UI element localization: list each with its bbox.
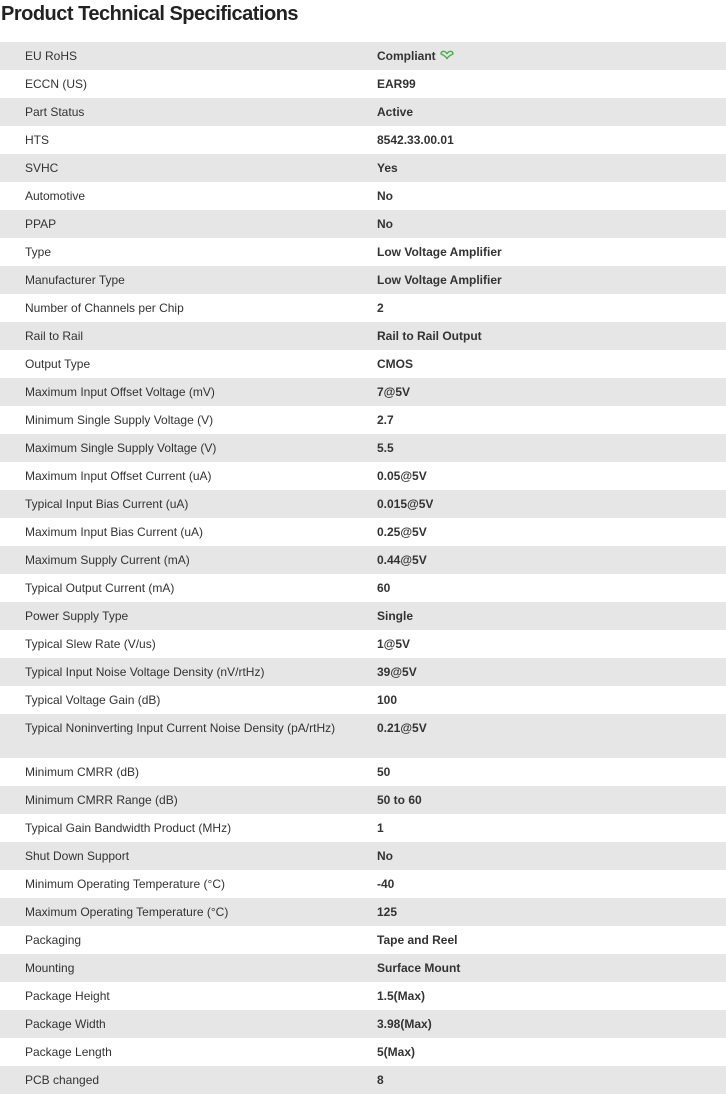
spec-value — [353, 786, 726, 814]
spec-row — [0, 266, 726, 294]
spec-row — [0, 898, 726, 926]
spec-value-text: 8542.33.00.01 — [377, 133, 454, 148]
spec-label: ECCN (US) — [0, 70, 353, 98]
spec-row — [0, 42, 726, 70]
spec-value — [353, 870, 726, 898]
spec-value — [353, 630, 726, 658]
spec-value — [353, 714, 726, 758]
spec-row — [0, 1010, 726, 1038]
spec-label: Minimum CMRR Range (dB) — [0, 786, 353, 814]
spec-value — [353, 378, 726, 406]
spec-row — [0, 814, 726, 842]
spec-value — [353, 322, 726, 350]
spec-value-text: 2.7 — [377, 413, 394, 428]
spec-row — [0, 982, 726, 1010]
spec-value — [353, 954, 726, 982]
spec-row — [0, 154, 726, 182]
spec-value — [353, 70, 726, 98]
spec-label: Typical Gain Bandwidth Product (MHz) — [0, 814, 353, 842]
spec-label: Package Width — [0, 1010, 353, 1038]
spec-value-text: No — [377, 189, 393, 204]
spec-value-text: 5(Max) — [377, 1045, 416, 1060]
leaf-icon — [440, 48, 454, 63]
spec-row — [0, 70, 726, 98]
spec-value — [353, 658, 726, 686]
spec-value — [353, 1010, 726, 1038]
spec-label: PPAP — [0, 210, 353, 238]
spec-label: SVHC — [0, 154, 353, 182]
spec-value-text: Yes — [377, 161, 398, 176]
page-title: Product Technical Specifications — [1, 3, 299, 25]
spec-value-text: 3.98(Max) — [377, 1017, 432, 1032]
spec-label: PCB changed — [0, 1066, 353, 1094]
spec-label: Maximum Input Offset Current (uA) — [0, 462, 353, 490]
spec-value-text: 5.5 — [377, 441, 394, 456]
spec-value-text: 0.015@5V — [377, 497, 434, 512]
spec-row — [0, 434, 726, 462]
spec-value-text: -40 — [377, 877, 395, 892]
spec-value-text: 125 — [377, 905, 398, 920]
spec-row — [0, 490, 726, 518]
spec-label: Shut Down Support — [0, 842, 353, 870]
spec-value-text: 0.05@5V — [377, 469, 427, 484]
spec-row — [0, 126, 726, 154]
spec-label: Typical Voltage Gain (dB) — [0, 686, 353, 714]
spec-row — [0, 926, 726, 954]
spec-value-text: 0.25@5V — [377, 525, 427, 540]
spec-row — [0, 406, 726, 434]
spec-label: Package Length — [0, 1038, 353, 1066]
spec-value-text: 8 — [377, 1073, 384, 1088]
spec-value-text: 1@5V — [377, 637, 411, 652]
spec-label: Packaging — [0, 926, 353, 954]
spec-row — [0, 786, 726, 814]
spec-value-text: 50 to 60 — [377, 793, 422, 808]
spec-value — [353, 154, 726, 182]
spec-label: Package Height — [0, 982, 353, 1010]
spec-table-body — [0, 42, 726, 1094]
spec-value — [353, 350, 726, 378]
spec-label: Typical Noninverting Input Current Noise Density (pA/rtHz) — [0, 714, 353, 758]
spec-row — [0, 378, 726, 406]
spec-label: Output Type — [0, 350, 353, 378]
spec-label: Power Supply Type — [0, 602, 353, 630]
spec-row — [0, 1038, 726, 1066]
spec-value-text: 100 — [377, 693, 398, 708]
spec-row — [0, 462, 726, 490]
spec-label: Maximum Input Bias Current (uA) — [0, 518, 353, 546]
spec-label: Part Status — [0, 98, 353, 126]
spec-value-text: Compliant — [377, 49, 436, 63]
spec-value-text: 1 — [377, 821, 384, 836]
spec-value-text: 1.5(Max) — [377, 989, 426, 1004]
spec-label: EU RoHS — [0, 42, 353, 70]
spec-value-text: 7@5V — [377, 385, 411, 400]
spec-value — [353, 926, 726, 954]
spec-value — [353, 462, 726, 490]
spec-value — [353, 126, 726, 154]
spec-value — [353, 546, 726, 574]
spec-row — [0, 238, 726, 266]
spec-label: HTS — [0, 126, 353, 154]
spec-row — [0, 98, 726, 126]
spec-value-text: 39@5V — [377, 665, 417, 680]
spec-label: Number of Channels per Chip — [0, 294, 353, 322]
spec-value-text: 60 — [377, 581, 391, 596]
spec-value — [353, 518, 726, 546]
spec-row — [0, 350, 726, 378]
spec-value-text: Low Voltage Amplifier — [377, 273, 502, 288]
spec-value — [353, 238, 726, 266]
spec-value-text: EAR99 — [377, 77, 416, 92]
spec-value — [353, 294, 726, 322]
spec-label: Type — [0, 238, 353, 266]
spec-row — [0, 322, 726, 350]
spec-value — [353, 842, 726, 870]
spec-value-text: Surface Mount — [377, 961, 461, 976]
spec-row — [0, 658, 726, 686]
spec-value — [353, 1066, 726, 1094]
spec-table — [0, 42, 726, 1094]
spec-label: Minimum Operating Temperature (°C) — [0, 870, 353, 898]
spec-value — [353, 814, 726, 842]
spec-row — [0, 630, 726, 658]
spec-label: Mounting — [0, 954, 353, 982]
spec-row — [0, 954, 726, 982]
spec-row — [0, 842, 726, 870]
spec-value — [353, 210, 726, 238]
spec-value — [353, 1038, 726, 1066]
spec-value-text: Single — [377, 609, 414, 624]
spec-value — [353, 42, 726, 70]
spec-label: Automotive — [0, 182, 353, 210]
spec-label: Minimum Single Supply Voltage (V) — [0, 406, 353, 434]
spec-row — [0, 758, 726, 786]
spec-value — [353, 434, 726, 462]
spec-label: Minimum CMRR (dB) — [0, 758, 353, 786]
spec-value — [353, 406, 726, 434]
spec-row — [0, 518, 726, 546]
spec-label: Typical Slew Rate (V/us) — [0, 630, 353, 658]
spec-row — [0, 294, 726, 322]
spec-row — [0, 714, 726, 758]
spec-value — [353, 602, 726, 630]
spec-row — [0, 1066, 726, 1094]
spec-value — [353, 490, 726, 518]
spec-value — [353, 266, 726, 294]
spec-value — [353, 898, 726, 926]
spec-label: Typical Input Noise Voltage Density (nV/rtHz) — [0, 658, 353, 686]
spec-label: Manufacturer Type — [0, 266, 353, 294]
spec-value-text: 0.44@5V — [377, 553, 427, 568]
spec-value-text: Active — [377, 105, 414, 120]
spec-value — [353, 574, 726, 602]
spec-row — [0, 210, 726, 238]
spec-row — [0, 574, 726, 602]
spec-value-text: 0.21@5V — [377, 721, 427, 736]
spec-value-text: No — [377, 217, 393, 232]
spec-value-text: No — [377, 849, 393, 864]
spec-label: Typical Input Bias Current (uA) — [0, 490, 353, 518]
spec-row — [0, 546, 726, 574]
spec-value — [353, 982, 726, 1010]
spec-row — [0, 686, 726, 714]
spec-value-text: Rail to Rail Output — [377, 329, 482, 344]
spec-value — [353, 98, 726, 126]
spec-label: Maximum Single Supply Voltage (V) — [0, 434, 353, 462]
spec-row — [0, 602, 726, 630]
spec-label: Rail to Rail — [0, 322, 353, 350]
spec-value-text: CMOS — [377, 357, 413, 372]
spec-value — [353, 686, 726, 714]
spec-row — [0, 182, 726, 210]
spec-label: Maximum Supply Current (mA) — [0, 546, 353, 574]
spec-value-text: 2 — [377, 301, 384, 316]
spec-row — [0, 870, 726, 898]
spec-value-text: 50 — [377, 765, 391, 780]
spec-label: Maximum Operating Temperature (°C) — [0, 898, 353, 926]
spec-value-text: Low Voltage Amplifier — [377, 245, 502, 260]
spec-label: Typical Output Current (mA) — [0, 574, 353, 602]
spec-value — [353, 758, 726, 786]
spec-value-text: Tape and Reel — [377, 933, 458, 948]
spec-value — [353, 182, 726, 210]
spec-label: Maximum Input Offset Voltage (mV) — [0, 378, 353, 406]
